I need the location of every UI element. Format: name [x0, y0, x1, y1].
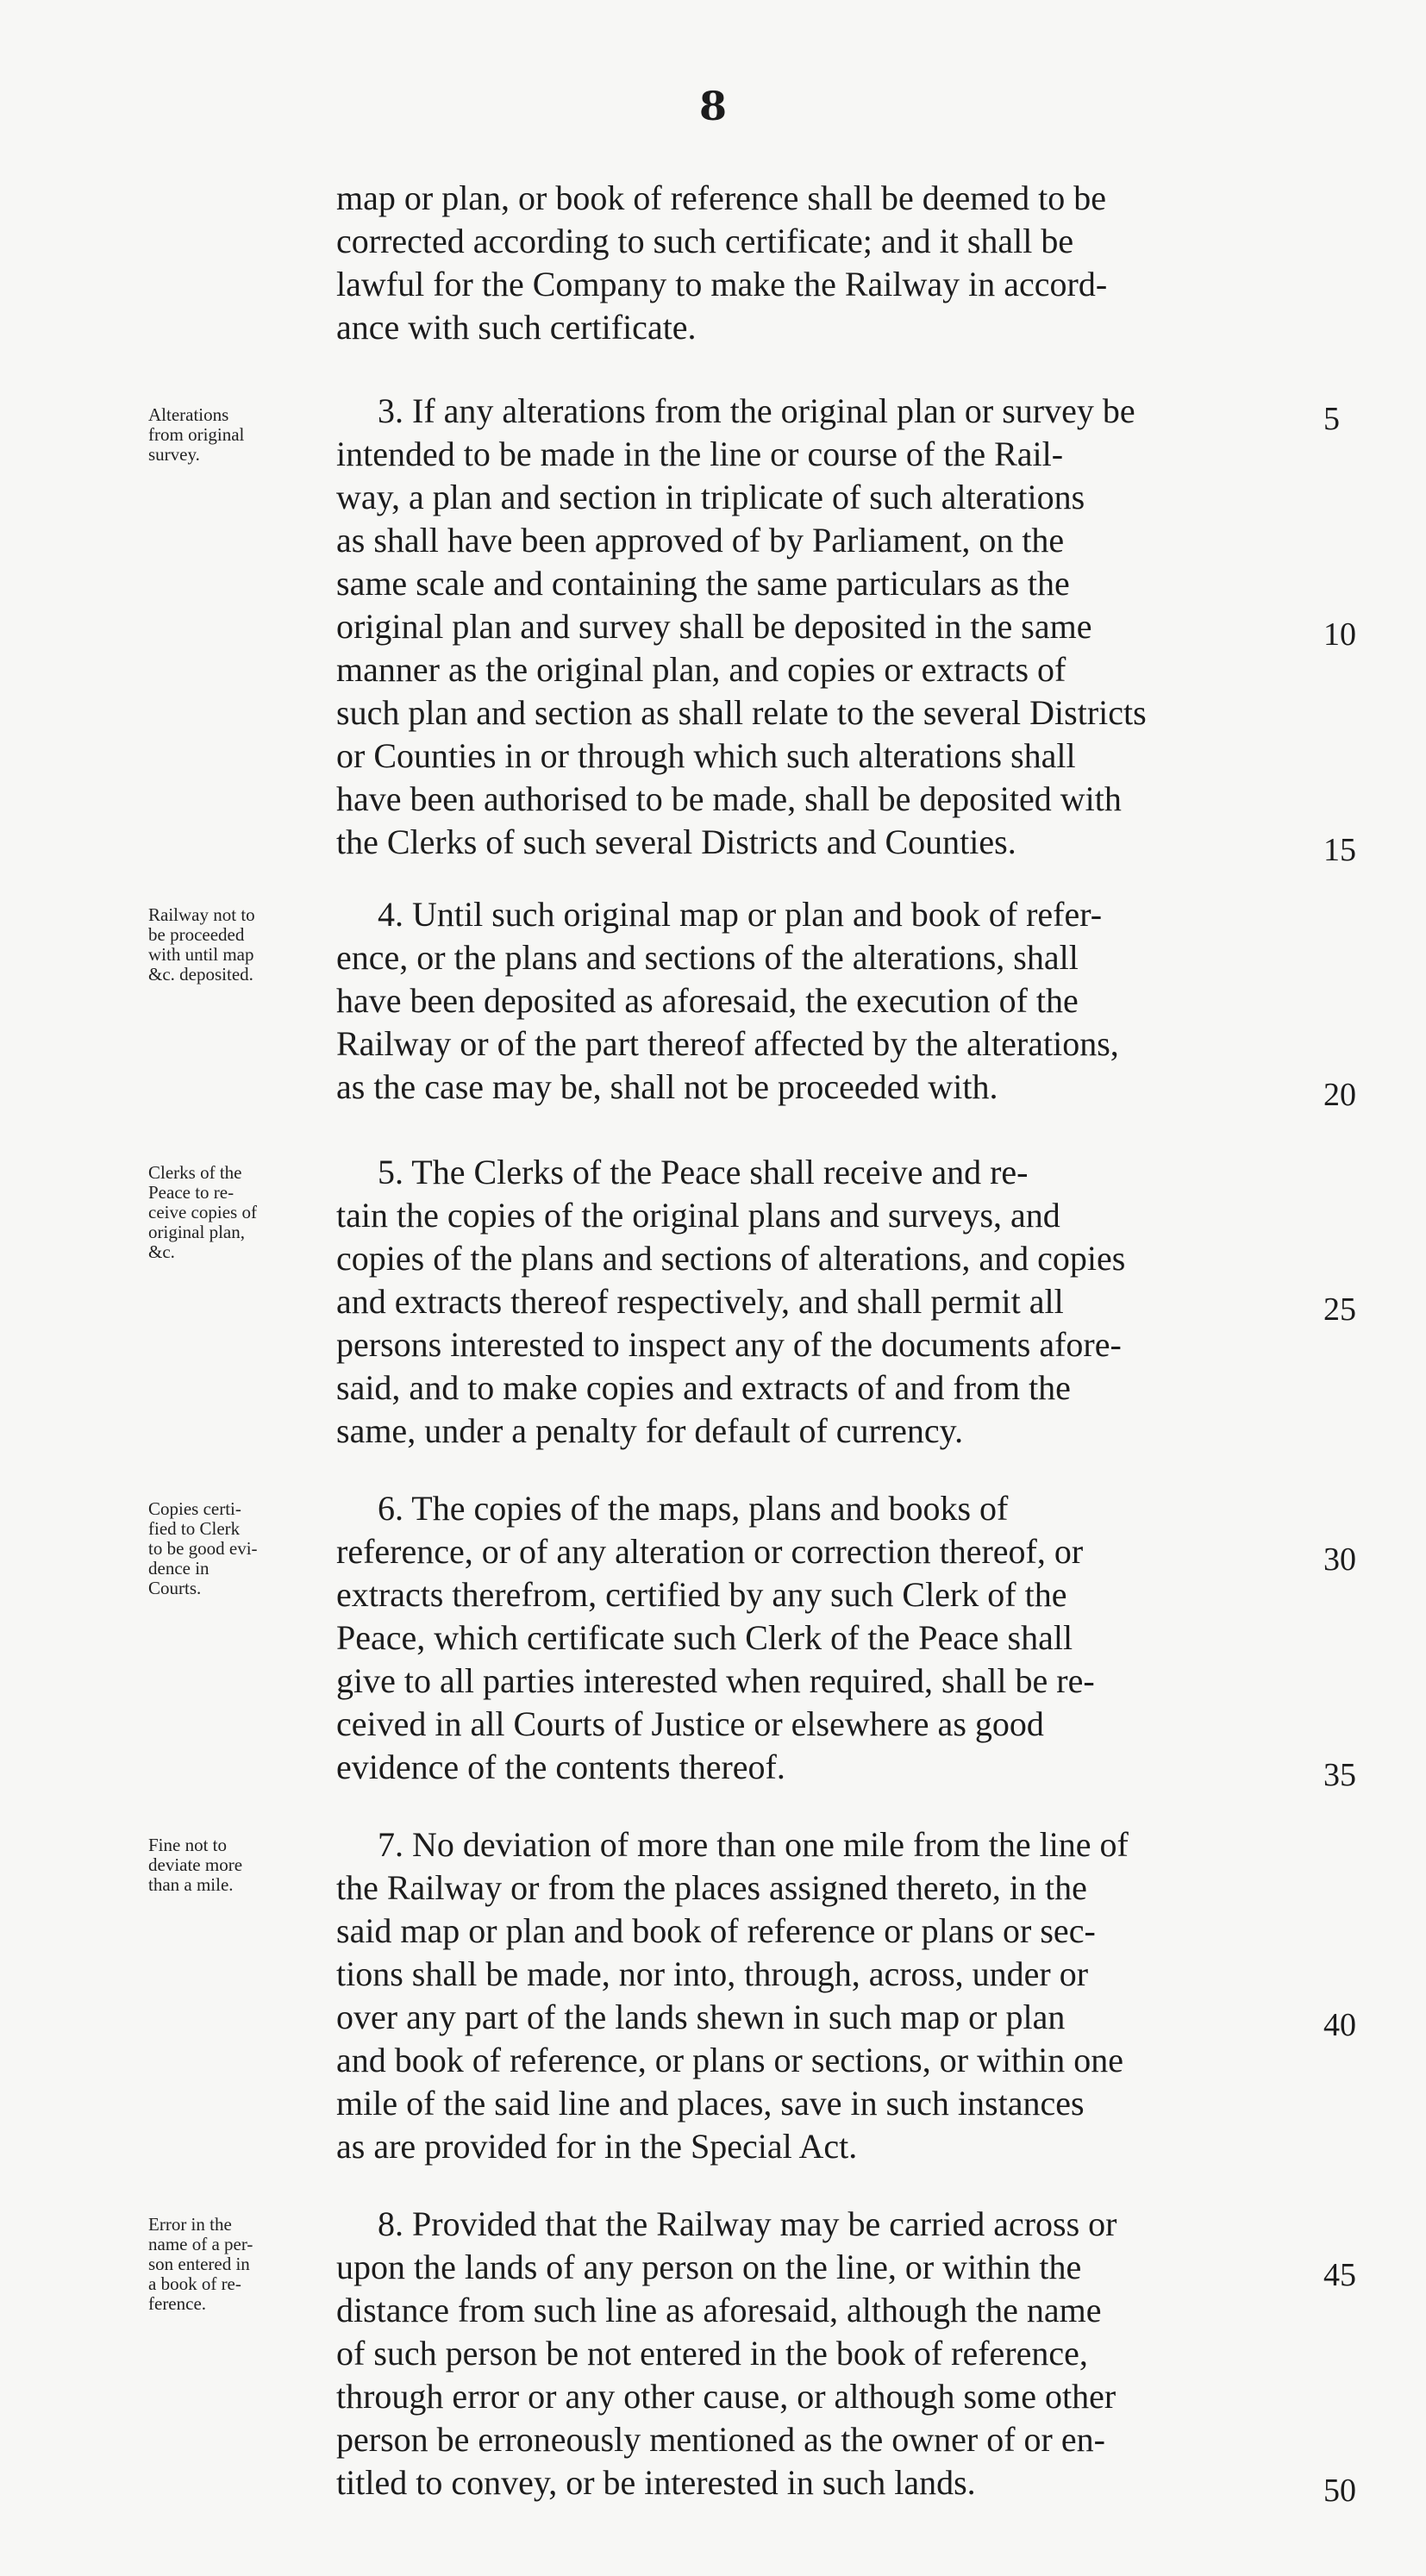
text-line: as are provided for in the Special Act.: [336, 2127, 858, 2166]
text-line: upon the lands of any person on the line, or within the: [336, 2248, 1082, 2286]
text-line: the Railway or from the places assigned thereto, in the: [336, 1868, 1087, 1907]
section-paragraph: [336, 1151, 1310, 1453]
section-paragraph: [336, 1487, 1310, 1789]
line-number: 10: [1323, 616, 1356, 653]
text-line: lawful for the Company to make the Railway in accord-: [336, 265, 1108, 303]
text-line: person be erroneously mentioned as the owner of or en-: [336, 2420, 1105, 2459]
text-line: ceived in all Courts of Justice or elsewhere as good: [336, 1704, 1044, 1743]
opening-paragraph: [336, 177, 1310, 349]
margin-note-line: Error in the: [148, 2214, 232, 2235]
margin-note-line: original plan,: [148, 1222, 245, 1242]
text-line: have been authorised to be made, shall be deposited with: [336, 779, 1122, 818]
text-line: corrected according to such certificate; and it shall be: [336, 222, 1074, 260]
text-line: reference, or of any alteration or correction thereof, or: [336, 1532, 1084, 1571]
margin-note-line: Peace to re-: [148, 1182, 235, 1203]
margin-note-line: ference.: [148, 2293, 207, 2314]
section-paragraph: [336, 1823, 1310, 2168]
margin-note: [148, 405, 329, 465]
text-line: copies of the plans and sections of alterations, and copies: [336, 1239, 1126, 1278]
line-number: 45: [1323, 2257, 1356, 2293]
text-line: same, under a penalty for default of currency.: [336, 1411, 964, 1450]
text-line: way, a plan and section in triplicate of such alterations: [336, 478, 1085, 516]
margin-note-line: survey.: [148, 444, 200, 465]
text-line: and book of reference, or plans or sections, or within one: [336, 2041, 1124, 2079]
line-number: 50: [1323, 2473, 1356, 2509]
text-line: 8. Provided that the Railway may be carried across or: [378, 2204, 1117, 2243]
line-number: 35: [1323, 1757, 1356, 1793]
text-line: 7. No deviation of more than one mile from the line of: [378, 1825, 1129, 1864]
section-paragraph: [336, 893, 1310, 1109]
margin-note-line: &c.: [148, 1241, 175, 1262]
margin-note-line: fied to Clerk: [148, 1518, 241, 1539]
text-line: 6. The copies of the maps, plans and books of: [378, 1489, 1009, 1528]
text-line: same scale and containing the same particulars as the: [336, 564, 1070, 603]
text-line: 5. The Clerks of the Peace shall receive and re-: [378, 1153, 1029, 1191]
margin-note-line: Railway not to: [148, 904, 255, 925]
text-line: the Clerks of such several Districts and Counties.: [336, 822, 1016, 861]
margin-note: [148, 1835, 329, 1895]
text-line: Peace, which certificate such Clerk of the Peace shall: [336, 1618, 1073, 1657]
text-line: have been deposited as aforesaid, the execution of the: [336, 981, 1079, 1020]
margin-note-line: Fine not to: [148, 1835, 228, 1855]
margin-note-line: be proceeded: [148, 924, 245, 945]
margin-note-line: than a mile.: [148, 1874, 234, 1895]
margin-note-line: son entered in: [148, 2254, 250, 2274]
text-line: manner as the original plan, and copies or extracts of: [336, 650, 1066, 689]
margin-note-line: name of a per-: [148, 2234, 253, 2254]
text-line: tions shall be made, nor into, through, across, under or: [336, 1954, 1089, 1993]
section-paragraph: [336, 390, 1310, 864]
text-line: give to all parties interested when required, shall be re-: [336, 1661, 1095, 1700]
page-number: 8: [698, 83, 727, 129]
text-line: ence, or the plans and sections of the alterations, shall: [336, 938, 1079, 977]
text-line: of such person be not entered in the book of reference,: [336, 2334, 1088, 2373]
line-number: 40: [1323, 2007, 1356, 2043]
margin-note-line: dence in: [148, 1558, 210, 1579]
text-line: persons interested to inspect any of the documents afore-: [336, 1325, 1122, 1364]
text-line: intended to be made in the line or course of the Rail-: [336, 435, 1064, 473]
text-line: map or plan, or book of reference shall be deemed to be: [336, 178, 1106, 217]
text-line: distance from such line as aforesaid, although the name: [336, 2291, 1102, 2329]
line-number: 5: [1323, 401, 1340, 437]
text-line: over any part of the lands shewn in such map or plan: [336, 1998, 1066, 2036]
text-line: titled to convey, or be interested in such lands.: [336, 2463, 976, 2502]
margin-note-line: a book of re-: [148, 2273, 241, 2294]
text-line: extracts therefrom, certified by any such Clerk of the: [336, 1575, 1067, 1614]
text-line: such plan and section as shall relate to the several Districts: [336, 693, 1147, 732]
margin-note-line: deviate more: [148, 1854, 243, 1875]
margin-note-line: Courts.: [148, 1578, 202, 1598]
margin-note-line: Alterations: [148, 404, 229, 425]
text-line: said map or plan and book of reference or plans or sec-: [336, 1911, 1096, 1950]
margin-note-line: to be good evi-: [148, 1538, 258, 1559]
text-line: tain the copies of the original plans and surveys, and: [336, 1196, 1060, 1235]
margin-note-line: Clerks of the: [148, 1162, 242, 1183]
margin-note-line: &c. deposited.: [148, 964, 253, 985]
text-line: Railway or of the part thereof affected by the alterations,: [336, 1024, 1119, 1063]
text-line: evidence of the contents thereof.: [336, 1748, 785, 1786]
line-number: 25: [1323, 1291, 1356, 1328]
text-line: as shall have been approved of by Parliament, on the: [336, 521, 1065, 560]
margin-note: [148, 1499, 329, 1598]
margin-note-line: ceive copies of: [148, 1202, 257, 1222]
text-line: original plan and survey shall be deposited in the same: [336, 607, 1092, 646]
line-number: 20: [1323, 1077, 1356, 1113]
text-line: said, and to make copies and extracts of and from the: [336, 1368, 1071, 1407]
line-number: 15: [1323, 832, 1356, 868]
text-line: 3. If any alterations from the original plan or survey be: [378, 391, 1135, 430]
text-line: and extracts thereof respectively, and shall permit all: [336, 1282, 1064, 1321]
text-line: or Counties in or through which such alterations shall: [336, 736, 1076, 775]
margin-note-line: Copies certi-: [148, 1498, 241, 1519]
section-paragraph: [336, 2203, 1310, 2504]
text-line: through error or any other cause, or although some other: [336, 2377, 1116, 2416]
margin-note-line: with until map: [148, 944, 254, 965]
margin-note: [148, 905, 329, 985]
text-line: 4. Until such original map or plan and book of refer-: [378, 895, 1103, 934]
text-line: as the case may be, shall not be proceeded with.: [336, 1067, 998, 1106]
margin-note: [148, 2215, 329, 2314]
margin-note: [148, 1163, 329, 1262]
margin-note-line: from original: [148, 424, 245, 445]
text-line: mile of the said line and places, save in such instances: [336, 2084, 1085, 2123]
line-number: 30: [1323, 1541, 1356, 1578]
text-line: ance with such certificate.: [336, 308, 697, 347]
